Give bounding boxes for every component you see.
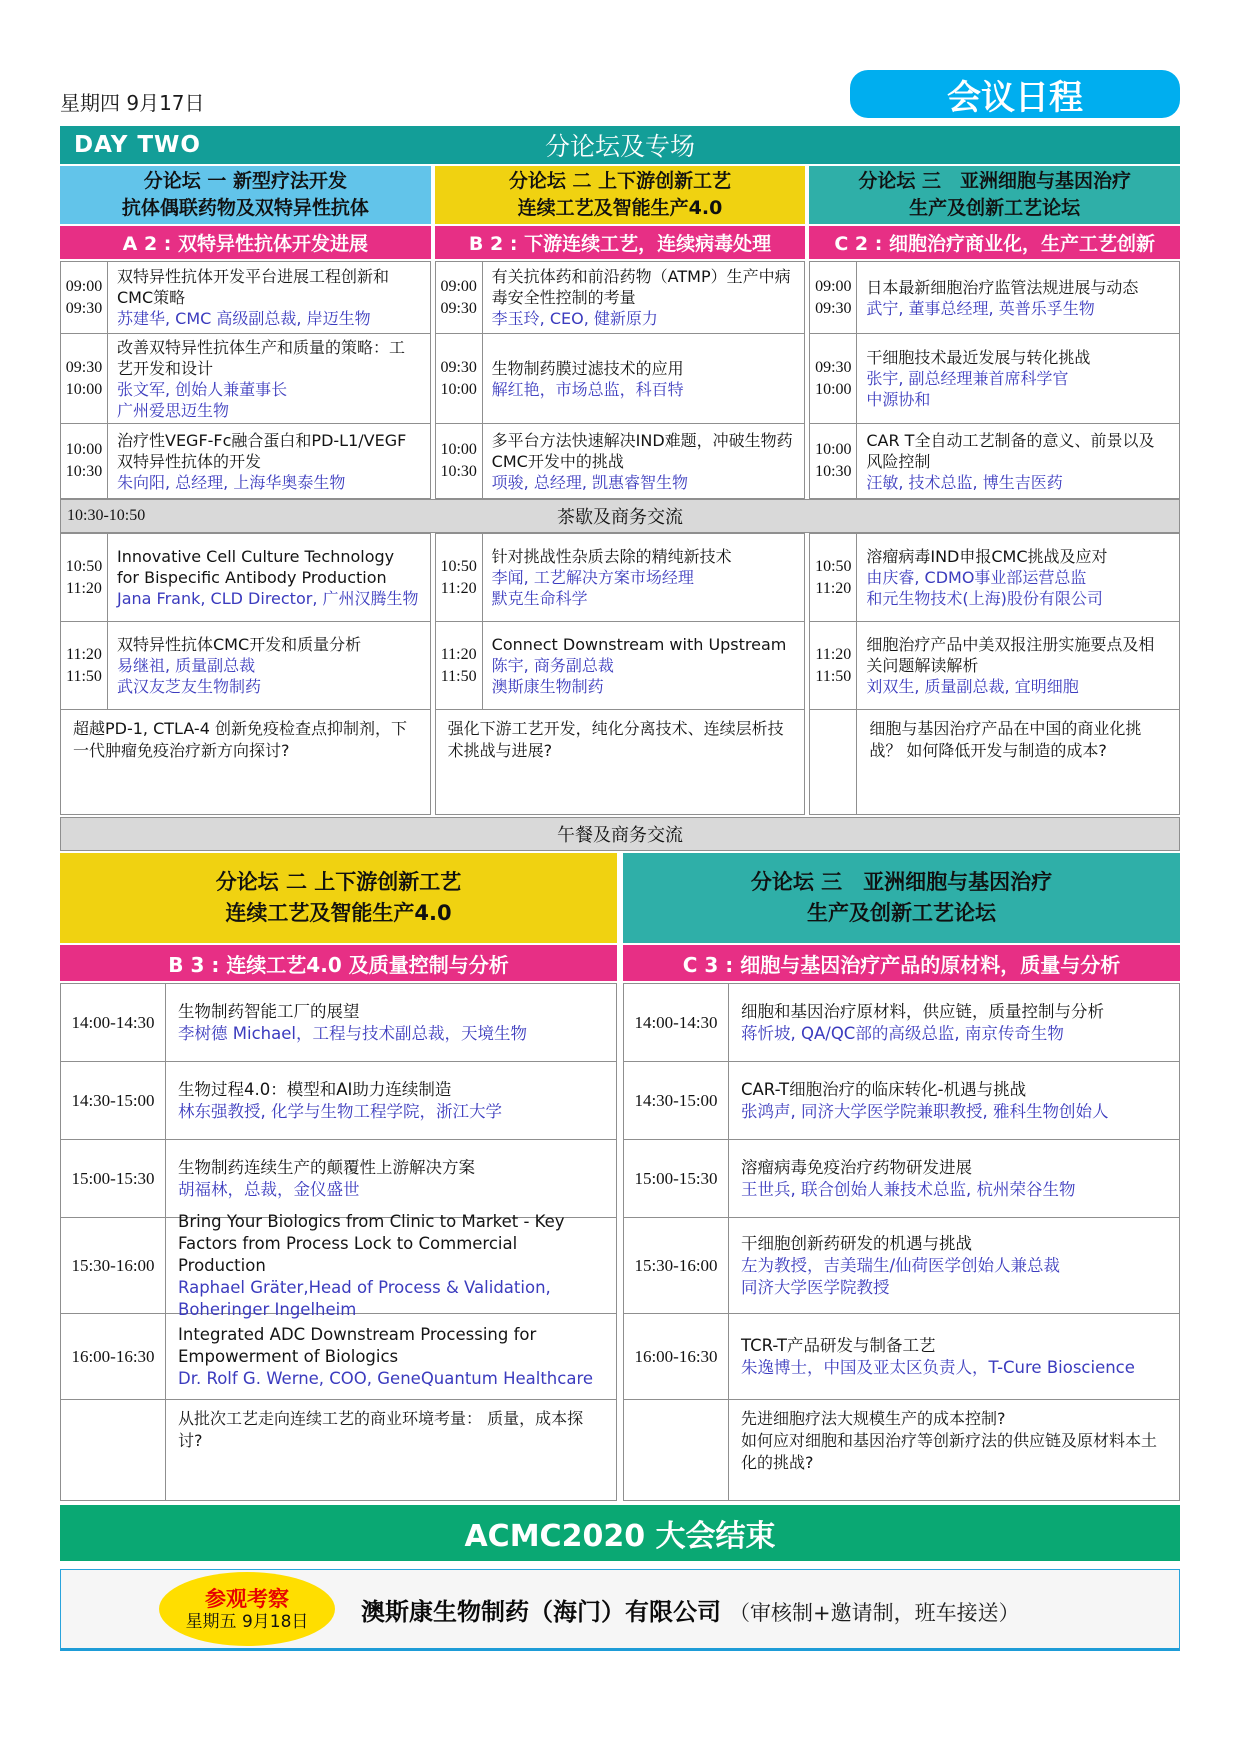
- session-content: [166, 1211, 616, 1319]
- track-headers-afternoon: [60, 945, 1180, 981]
- time-end: 11:50: [440, 667, 477, 685]
- time-start: 10:00: [65, 441, 103, 458]
- session-speaker: Jana Frank, CLD Director, 广州汉腾生物: [117, 589, 419, 608]
- session-time: [810, 424, 857, 498]
- session-time: [61, 622, 108, 709]
- session-content: [108, 424, 430, 498]
- time-end: 09:30: [440, 299, 477, 317]
- session-content: [483, 622, 805, 709]
- session-time: [810, 622, 857, 709]
- session-cell: [436, 262, 805, 334]
- site-visit-badge-date: 星期五 9月18日: [185, 1611, 309, 1632]
- forum-3-line2: 生产及创新工艺论坛: [909, 197, 1081, 219]
- closing-banner: ACMC2020 大会结束: [60, 1505, 1180, 1561]
- session-time: [436, 262, 483, 333]
- session-title: Connect Downstream with Upstream: [491, 635, 787, 654]
- session-cell: [61, 334, 430, 424]
- discussion-text: [729, 1400, 1179, 1500]
- session-time: 14:00-14:30: [61, 984, 166, 1061]
- column-b2: [435, 261, 806, 499]
- track-a2-header: A 2 : 双特异性抗体开发进展: [60, 226, 431, 259]
- forum-3-line2: 生产及创新工艺论坛: [807, 901, 996, 925]
- column-b2: [435, 533, 806, 815]
- session-title: Integrated ADC Downstream Processing for Empowerment of Biologics: [178, 1324, 537, 1366]
- site-visit-note: （审核制+邀请制，班车接送）: [729, 1600, 1020, 1625]
- session-title: 生物制药智能工厂的展望: [178, 1001, 360, 1021]
- session-speaker: 李玉玲, CEO, 健新原力: [491, 309, 658, 328]
- session-content: [857, 262, 1179, 333]
- session-cell: [810, 534, 1179, 622]
- forum-2-header: [435, 166, 806, 224]
- session-time: [61, 334, 108, 423]
- forum-1-header: [60, 166, 431, 224]
- time-start: 10:50: [440, 557, 477, 575]
- forum-3-header-afternoon: [623, 853, 1180, 943]
- session-speaker: 朱向阳, 总经理, 上海华奥泰生物: [117, 472, 346, 492]
- discussion-cell: [624, 1400, 1179, 1500]
- site-visit-company: 澳斯康生物制药（海门）有限公司: [361, 1597, 721, 1626]
- tea-break-label: 茶歇及商务交流: [557, 507, 683, 528]
- session-time: [810, 334, 857, 423]
- session-content: [166, 984, 616, 1061]
- empty-time-cell: [810, 710, 857, 814]
- session-title: CAR-T细胞治疗的临床转化-机遇与挑战: [741, 1079, 1027, 1099]
- discussion-line: 从批次工艺走向连续工艺的商业环境考量： 质量，成本探讨?: [178, 1409, 584, 1450]
- session-speaker: 朱逸博士，中国及亚太区负责人，T-Cure Bioscience: [741, 1357, 1135, 1377]
- morning-grid-top: [60, 261, 1180, 499]
- site-visit-badge: [159, 1572, 335, 1646]
- session-time: 15:30-16:00: [61, 1218, 166, 1313]
- session-speaker: 汪敏, 技术总监, 博生吉医药: [866, 472, 1063, 492]
- session-cell: [810, 622, 1179, 710]
- session-title: 双特异性抗体CMC开发和质量分析: [117, 635, 362, 654]
- session-title: Bring Your Biologics from Clinic to Market - Key Factors from Process Lock to Commercial Production: [178, 1211, 565, 1275]
- discussion-text: 细胞与基因治疗产品在中国的商业化挑战？ 如何降低开发与制造的成本?: [869, 719, 1142, 760]
- column-c2: [809, 533, 1180, 815]
- session-cell: [436, 534, 805, 622]
- session-title: 生物制药膜过滤技术的应用: [491, 358, 684, 378]
- session-title: 干细胞技术最近发展与转化挑战: [866, 348, 1091, 367]
- time-end: 11:20: [440, 579, 477, 597]
- session-cell: [436, 334, 805, 424]
- time-start: 10:00: [440, 441, 477, 458]
- session-speaker: 左为教授，吉美瑞生/仙荷医学创始人兼总裁: [741, 1255, 1061, 1275]
- session-content: [108, 622, 430, 709]
- session-time: [61, 262, 108, 333]
- site-visit-text: [361, 1592, 1020, 1627]
- session-speaker: 张鸿声, 同济大学医学院兼职教授, 雅科生物创始人: [741, 1101, 1109, 1121]
- session-speaker: 同济大学医学院教授: [741, 1277, 890, 1297]
- time-end: 09:30: [815, 299, 852, 317]
- session-time: [810, 262, 857, 333]
- session-speaker: 默克生命科学: [491, 589, 588, 608]
- session-cell: [624, 1314, 1179, 1400]
- session-cell: [61, 1211, 616, 1319]
- session-speaker: 李树德 Michael，工程与技术副总裁，天境生物: [178, 1023, 527, 1043]
- session-speaker: 陈宇, 商务副总裁: [491, 656, 614, 675]
- session-speaker: 澳斯康生物制药: [491, 677, 604, 696]
- forum-headers-morning: [60, 166, 1180, 224]
- time-start: 11:20: [440, 645, 477, 663]
- session-cell: [624, 1140, 1179, 1218]
- session-content: [729, 1140, 1179, 1217]
- session-time: 14:00-14:30: [624, 984, 729, 1061]
- morning-grid-bottom: [60, 533, 1180, 815]
- forum-3-header: [809, 166, 1180, 224]
- date-label: 星期四 9月17日: [60, 91, 205, 115]
- session-speaker: 由庆睿, CDMO事业部运营总监: [866, 568, 1087, 587]
- session-speaker: 武汉友芝友生物制药: [117, 677, 262, 696]
- session-content: [857, 534, 1179, 621]
- time-end: 11:50: [815, 667, 852, 685]
- track-c3-header: C 3 : 细胞与基因治疗产品的原材料，质量与分析: [623, 945, 1180, 981]
- session-content: [857, 424, 1179, 498]
- lunch-bar: [60, 817, 1180, 851]
- day-label: DAY TWO: [74, 132, 201, 158]
- empty-time-cell: [61, 1400, 166, 1500]
- session-content: [483, 262, 805, 333]
- forum-1-line1: 分论坛 一 新型疗法开发: [143, 170, 347, 192]
- discussion-cell: [61, 1400, 616, 1500]
- session-cell: [61, 622, 430, 710]
- session-time: 14:30-15:00: [624, 1062, 729, 1139]
- session-content: [729, 1062, 1179, 1139]
- session-content: [108, 262, 430, 333]
- site-visit-badge-title: 参观考察: [205, 1586, 289, 1611]
- time-end: 11:20: [66, 579, 102, 597]
- session-title: 针对挑战性杂质去除的精纯新技术: [491, 547, 732, 566]
- session-content: [729, 1314, 1179, 1399]
- time-end: 10:30: [815, 463, 852, 480]
- discussion-text: [166, 1400, 616, 1500]
- session-title: 干细胞创新药研发的机遇与挑战: [741, 1233, 972, 1253]
- discussion-cell: [810, 710, 1179, 814]
- session-title: Innovative Cell Culture Technology for Bispecific Antibody Production: [117, 547, 395, 587]
- session-content: [483, 334, 805, 423]
- discussion-cell: [61, 710, 430, 814]
- session-cell: [624, 1062, 1179, 1140]
- session-cell: [810, 334, 1179, 424]
- empty-time-cell: [624, 1400, 729, 1500]
- session-time: 14:30-15:00: [61, 1062, 166, 1139]
- time-start: 11:20: [815, 645, 852, 663]
- session-speaker: 张文军, 创始人兼董事长: [117, 379, 288, 399]
- session-title: 溶瘤病毒IND申报CMC挑战及应对: [866, 547, 1108, 566]
- session-title: 细胞治疗产品中美双报注册实施要点及相关问题解读解析: [866, 635, 1155, 675]
- time-start: 09:00: [440, 277, 477, 295]
- session-title: 生物制药连续生产的颠覆性上游解决方案: [178, 1157, 475, 1177]
- session-time: 15:30-16:00: [624, 1218, 729, 1313]
- session-cell: [61, 1062, 616, 1140]
- session-time: [436, 622, 483, 709]
- session-time: [436, 534, 483, 621]
- session-content: [166, 1314, 616, 1399]
- time-start: 09:30: [440, 358, 477, 376]
- session-speaker: 林东强教授, 化学与生物工程学院，浙江大学: [178, 1101, 502, 1121]
- session-content: [108, 334, 430, 423]
- forum-2-line1: 分论坛 二 上下游创新工艺: [508, 170, 732, 192]
- time-start: 09:30: [815, 358, 852, 376]
- site-visit-box: [60, 1569, 1180, 1651]
- session-content: [857, 622, 1179, 709]
- session-speaker: 胡福林，总裁，金仪盛世: [178, 1179, 360, 1199]
- time-end: 10:00: [440, 380, 477, 398]
- session-content: [857, 334, 1179, 423]
- session-cell: [61, 534, 430, 622]
- time-end: 10:00: [815, 380, 852, 398]
- session-title: 日本最新细胞治疗监管法规进展与动态: [866, 277, 1139, 297]
- time-start: 11:20: [66, 645, 102, 663]
- column-a2: [60, 261, 431, 499]
- session-cell: [624, 984, 1179, 1062]
- session-title: 改善双特异性抗体生产和质量的策略：工艺开发和设计: [117, 337, 406, 378]
- session-speaker: 刘双生, 质量副总裁, 宜明细胞: [866, 677, 1079, 696]
- session-time: 16:00-16:30: [61, 1314, 166, 1399]
- time-start: 09:00: [815, 277, 852, 295]
- afternoon-grid: [60, 983, 1180, 1501]
- session-cell: [436, 622, 805, 710]
- session-content: [483, 534, 805, 621]
- session-speaker: 蒋忻坡, QA/QC部的高级总监, 南京传奇生物: [741, 1023, 1064, 1043]
- session-content: [729, 984, 1179, 1061]
- session-speaker: 广州爱思迈生物: [117, 400, 230, 420]
- forum-2-header-afternoon: [60, 853, 617, 943]
- session-title: 有关抗体药和前沿药物（ATMP）生产中病毒安全性控制的考量: [491, 267, 791, 307]
- session-time: 15:00-15:30: [624, 1140, 729, 1217]
- session-cell: [624, 1218, 1179, 1314]
- time-start: 09:30: [65, 358, 103, 376]
- forum-1-line2: 抗体偶联药物及双特异性抗体: [121, 197, 369, 219]
- session-cell: [61, 424, 430, 498]
- forum-3-line1: 分论坛 三 亚洲细胞与基因治疗: [858, 170, 1131, 192]
- session-title: 双特异性抗体开发平台进展工程创新和CMC策略: [117, 267, 390, 307]
- session-title: 生物过程4.0：模型和AI助力连续制造: [178, 1079, 452, 1099]
- session-speaker: 张宇, 副总经理兼首席科学官: [866, 369, 1069, 388]
- track-c2-header: C 2 : 细胞治疗商业化，生产工艺创新: [809, 226, 1180, 259]
- session-cell: [61, 984, 616, 1062]
- session-speaker: 王世兵, 联合创始人兼技术总监, 杭州荣谷生物: [741, 1179, 1076, 1199]
- session-speaker: 中源协和: [866, 390, 931, 409]
- session-content: [166, 1062, 616, 1139]
- forum-2-line2: 连续工艺及智能生产4.0: [225, 901, 452, 925]
- session-time: 15:00-15:30: [61, 1140, 166, 1217]
- page-top-row: [60, 70, 1180, 118]
- time-start: 10:50: [815, 557, 852, 575]
- tea-break-time: 10:30-10:50: [67, 507, 146, 524]
- session-cell: [810, 424, 1179, 498]
- session-speaker: 武宁, 董事总经理, 英普乐孚生物: [866, 298, 1095, 318]
- session-time: 16:00-16:30: [624, 1314, 729, 1399]
- session-speaker: 易继祖, 质量副总裁: [117, 656, 256, 675]
- column-c3: [623, 983, 1180, 1501]
- session-cell: [436, 424, 805, 498]
- session-cell: [810, 262, 1179, 334]
- session-title: 细胞和基因治疗原材料，供应链，质量控制与分析: [741, 1001, 1104, 1021]
- agenda-badge: 会议日程: [850, 70, 1180, 118]
- session-content: [729, 1218, 1179, 1313]
- session-cell: [61, 1314, 616, 1400]
- session-title: TCR-T产品研发与制备工艺: [741, 1335, 936, 1355]
- session-time: [436, 424, 483, 498]
- track-b2-header: B 2 : 下游连续工艺，连续病毒处理: [435, 226, 806, 259]
- session-title: CAR T全自动工艺制备的意义、前景以及风险控制: [866, 430, 1155, 471]
- session-speaker: 李闻, 工艺解决方案市场经理: [491, 568, 694, 587]
- session-content: [483, 424, 805, 498]
- session-title: 溶瘤病毒免疫治疗药物研发进展: [741, 1157, 972, 1177]
- time-end: 11:50: [66, 667, 102, 685]
- session-cell: [61, 262, 430, 334]
- column-a2: [60, 533, 431, 815]
- forum-3-line1: 分论坛 三 亚洲细胞与基因治疗: [750, 870, 1053, 894]
- session-content: [166, 1140, 616, 1217]
- agenda-page: [60, 0, 1180, 1651]
- discussion-text: 超越PD-1, CTLA-4 创新免疫检查点抑制剂，下一代肿瘤免疫治疗新方向探讨?: [73, 719, 407, 760]
- session-time: [61, 534, 108, 621]
- session-speaker: 项骏, 总经理, 凯惠睿智生物: [491, 472, 689, 492]
- session-speaker: 苏建华, CMC 高级副总裁, 岸迈生物: [117, 309, 371, 328]
- session-content: [108, 534, 430, 621]
- session-title: 多平台方法快速解决IND难题，冲破生物药CMC开发中的挑战: [491, 430, 793, 471]
- session-cell: [61, 1140, 616, 1218]
- time-start: 09:00: [65, 277, 103, 295]
- track-b3-header: B 3 : 连续工艺4.0 及质量控制与分析: [60, 945, 617, 981]
- section-title: 分论坛及专场: [544, 132, 695, 161]
- session-speaker: Dr. Rolf G. Werne, COO, GeneQuantum Healthcare: [178, 1368, 594, 1388]
- discussion-text: 强化下游工艺开发，纯化分离技术、连续层析技术挑战与进展?: [447, 719, 784, 760]
- session-time: [810, 534, 857, 621]
- time-start: 10:00: [815, 441, 852, 458]
- time-end: 11:20: [815, 579, 852, 597]
- time-end: 10:30: [440, 463, 477, 480]
- discussion-line: 如何应对细胞和基因治疗等创新疗法的供应链及原材料本土化的挑战?: [741, 1431, 1158, 1472]
- time-start: 10:50: [65, 557, 103, 575]
- discussion-line: 先进细胞疗法大规模生产的成本控制?: [741, 1409, 1006, 1428]
- forum-headers-afternoon: [60, 853, 1180, 943]
- time-end: 09:30: [65, 299, 103, 317]
- column-b3: [60, 983, 617, 1501]
- time-end: 10:30: [65, 463, 103, 480]
- session-speaker: Raphael Gräter,Head of Process & Validation,: [178, 1277, 551, 1297]
- tea-break-bar: [60, 499, 1180, 533]
- column-c2: [809, 261, 1180, 499]
- track-headers-morning: [60, 226, 1180, 259]
- session-speaker: 解红艳，市场总监，科百特: [491, 379, 684, 399]
- day-header-bar: [60, 126, 1180, 164]
- discussion-cell: [436, 710, 805, 814]
- session-speaker: Boheringer Ingelheim: [178, 1299, 357, 1319]
- forum-2-line2: 连续工艺及智能生产4.0: [517, 197, 723, 219]
- time-end: 10:00: [65, 380, 103, 398]
- session-speaker: 和元生物技术(上海)股份有限公司: [866, 589, 1103, 608]
- forum-2-line1: 分论坛 二 上下游创新工艺: [215, 870, 462, 894]
- session-time: [61, 424, 108, 498]
- lunch-label: 午餐及商务交流: [557, 825, 683, 846]
- session-title: 治疗性VEGF-Fc融合蛋白和PD-L1/VEGF 双特异性抗体的开发: [117, 430, 407, 471]
- session-time: [436, 334, 483, 423]
